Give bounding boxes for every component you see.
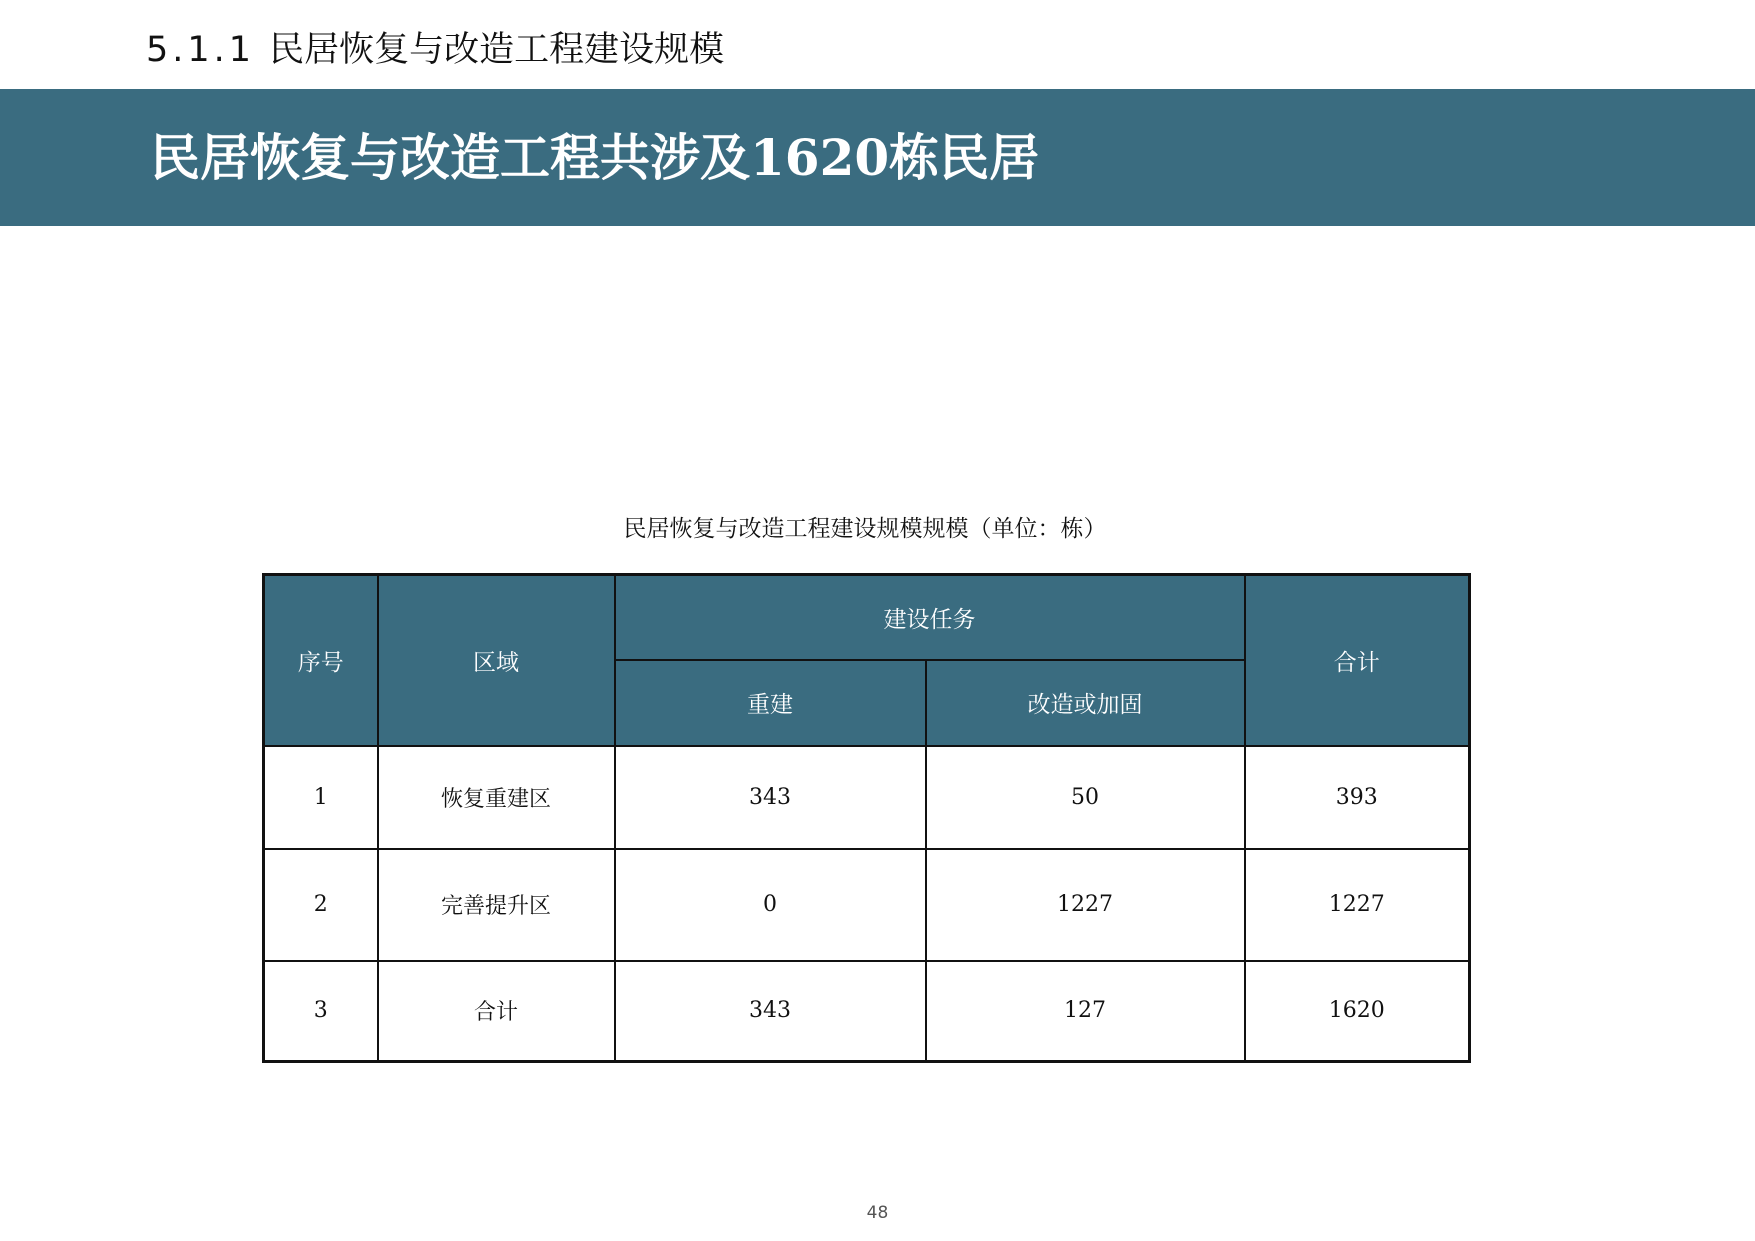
cell-region: 完善提升区: [378, 849, 615, 961]
header-total: 合计: [1245, 575, 1470, 746]
table-row: [264, 961, 1470, 1062]
construction-scale-table: [262, 573, 1471, 1063]
cell-renovate: 50: [926, 746, 1245, 849]
cell-rebuild: 343: [615, 961, 926, 1062]
cell-index: 3: [264, 961, 378, 1062]
section-heading: [146, 20, 724, 80]
cell-region: 恢复重建区: [378, 746, 615, 849]
cell-renovate: 127: [926, 961, 1245, 1062]
cell-total: 1620: [1245, 961, 1470, 1062]
section-number: 5.1.1: [146, 30, 256, 70]
header-index: 序号: [264, 575, 378, 746]
cell-index: 1: [264, 746, 378, 849]
table-row: [264, 746, 1470, 849]
table-caption: 民居恢复与改造工程建设规模规模（单位：栋）: [623, 516, 1107, 542]
cell-renovate: 1227: [926, 849, 1245, 961]
banner-headline: 民居恢复与改造工程共涉及1620栋民居: [150, 128, 1040, 187]
header-task-group: 建设任务: [615, 575, 1245, 660]
page-number: 48: [866, 1203, 889, 1223]
cell-rebuild: 343: [615, 746, 926, 849]
header-region: 区域: [378, 575, 615, 746]
cell-region: 合计: [378, 961, 615, 1062]
headline-banner: [0, 89, 1755, 226]
header-rebuild: 重建: [615, 660, 926, 746]
cell-total: 1227: [1245, 849, 1470, 961]
cell-total: 393: [1245, 746, 1470, 849]
section-title: 民居恢复与改造工程建设规模: [269, 30, 725, 70]
cell-index: 2: [264, 849, 378, 961]
cell-rebuild: 0: [615, 849, 926, 961]
table-row: [264, 849, 1470, 961]
table-header-row: [264, 575, 1470, 660]
header-renovate: 改造或加固: [926, 660, 1245, 746]
